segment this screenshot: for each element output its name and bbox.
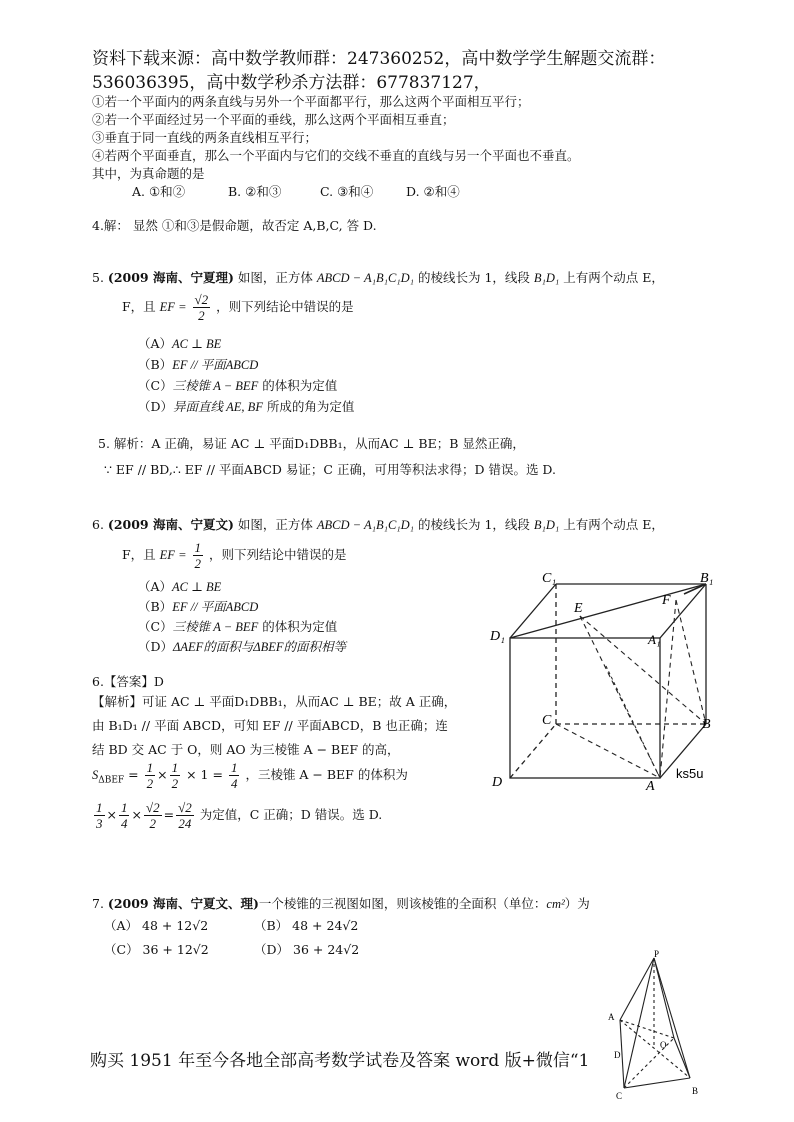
label-c-pyramid: C [616,1091,623,1101]
q5-option-b [138,355,258,373]
q5-solution-2: ∵ EF // BD,∴ EF // 平面ABCD 易证；C 正确，可用等积法求得；D 错误。选 D. [104,462,556,477]
q6-option-d-label: （D） [138,639,174,654]
q6-number: 6. [92,517,104,532]
q7-stem [92,894,590,912]
q6-v-result [176,800,194,831]
q5-option-b-math: EF // 平面ABCD [172,358,259,372]
q6-option-a-math: AC ⊥ BE [172,580,222,594]
q5-stem-text-3: 上有两个动点 E， [563,270,664,285]
q6-v-root [144,800,162,831]
q5-fraction [193,292,211,323]
q5-frac-den: 2 [198,308,205,323]
q6-v-result-den: 24 [178,816,192,831]
q6-v-root-den: 2 [149,816,157,831]
q5-option-d-math: 异面直线 AE, BF [173,400,263,414]
q6-volume-end: 为定值，C 正确；D 错误。选 D. [199,807,383,822]
q4-option-b: B. ②和③ [228,184,282,199]
q6-explanation-3: 结 BD 交 AC 于 O，则 AO 为三棱锥 A − BEF 的高， [92,742,400,757]
q6-condition [122,540,347,571]
q7-number: 7. [92,896,104,911]
q6-option-d-math: ΔAEF的面积与ΔBEF的面积相等 [173,640,347,654]
q6-explanation-1: 【解析】可证 AC ⊥ 平面D₁DBB₁，从而AC ⊥ BE；故 A 正确， [92,694,457,709]
q6-times-one: × 1 = [186,767,223,782]
q4-statement-3: ③垂直于同一直线的两条直线相互平行； [92,130,318,145]
q6-v-third-den: 3 [96,816,103,831]
q6-area-sub: ΔBEF [98,775,125,786]
q6-source: (2009 海南、宁夏文) [107,517,234,532]
q6-cond-suffix: ，则下列结论中错误的是 [208,547,347,562]
q6-volume-text: ，三棱锥 A − BEF 的体积为 [245,767,408,782]
q6-v-third [94,800,105,831]
q7-unit: cm² [546,897,565,911]
q5-cube: ABCD − A₁B₁C₁D₁ [316,271,415,285]
label-o: O [660,1040,667,1050]
footer-note: 购买 1951 年至今各地全部高考数学试卷及答案 word 版+微信“1 [90,1046,589,1071]
q6-segment: B₁D₁ [533,518,560,532]
q6-half-2-den: 2 [171,776,179,791]
q6-v-quarter [119,800,130,831]
q6-area-s: S [92,768,99,782]
q6-v-quarter-num: 1 [120,800,128,815]
label-c: C [542,713,552,728]
q6-answer: 6.【答案】D [92,674,164,689]
q5-option-c-text: 的体积为定值 [258,378,338,393]
q6-option-c [138,617,337,635]
label-e: E [574,601,583,616]
label-b-pyramid: B [692,1086,699,1096]
q5-stem-text-1: 如图，正方体 [237,270,313,285]
q4-statement-4: ④若两个平面垂直，那么一个平面内与它们的交线不垂直的直线与另一个平面也不垂直。 [92,148,580,163]
q6-option-d [138,637,346,655]
header-line-2: 536036395，高中数学秒杀方法群：677837127， [92,73,491,93]
pyramid-figure [598,948,708,1104]
q7-source: (2009 海南、宁夏文、理) [107,896,259,911]
q6-half-2 [170,760,181,791]
q6-stem [92,515,664,533]
q6-half-2-num: 1 [171,760,179,775]
q6-v-quarter-den: 4 [120,816,128,831]
label-b1: B₁ [700,571,714,586]
q4-option-d: D. ②和④ [406,184,460,199]
q5-cond-suffix: ，则下列结论中错误的是 [216,299,354,314]
q6-option-c-text: 的体积为定值 [258,619,338,634]
q5-option-a-math: AC ⊥ BE [172,337,222,351]
q5-source: (2009 海南、宁夏理) [107,270,234,285]
q4-statement-2: ②若一个平面经过另一个平面的垂线，那么这两个平面相互垂直； [92,112,455,127]
q6-option-b-math: EF // 平面ABCD [172,600,259,614]
q5-option-c [138,376,337,394]
label-d-pyramid: D [614,1050,621,1060]
label-f: F [662,593,671,608]
cube-figure [486,566,716,798]
q7-option-d: （D） 36 + 24√2 [254,942,360,957]
q6-quarter-den: 4 [230,776,238,791]
q6-v-third-num: 1 [96,800,103,815]
q4-prompt: 其中，为真命题的是 [92,166,205,181]
q7-option-c: （C） 36 + 12√2 [104,942,209,957]
watermark-ks5u: ks5u [676,766,704,781]
q6-option-a [138,577,221,595]
q7-text-end: ）为 [564,896,590,911]
q5-option-b-label: （B） [138,357,173,372]
label-d1: D₁ [490,629,505,644]
q5-cond-prefix: F，且 [122,299,156,314]
q4-solution: 4.解： 显然 ①和③是假命题，故否定 A,B,C, 答 D. [92,218,377,233]
q6-stem-text-3: 上有两个动点 E， [563,517,664,532]
q5-option-d-text: 所成的角为定值 [262,399,355,414]
label-a1: A₁ [648,632,661,647]
label-d: D [492,775,503,790]
q6-v-root-num: √2 [145,800,160,815]
q6-cube: ABCD − A₁B₁C₁D₁ [316,518,415,532]
q6-quarter [229,760,240,791]
q6-cond-prefix: F，且 [122,547,156,562]
q5-option-a-label: （A） [138,336,173,351]
q5-option-c-math: 三棱锥 A − BEF [172,379,259,393]
q5-number: 5. [92,270,104,285]
q6-stem-text-1: 如图，正方体 [237,517,313,532]
q6-fraction [193,540,204,571]
q6-ef: EF = [159,548,187,562]
q7-option-a: （A） 48 + 12√2 [104,918,209,933]
q5-option-c-label: （C） [138,378,173,393]
q5-stem-text-2: 的棱线长为 1，线段 [418,270,530,285]
label-a-pyramid: A [608,1012,615,1022]
q5-solution-1: 5. 解析：A 正确，易证 AC ⊥ 平面D₁DBB₁，从而AC ⊥ BE；B 显然正确， [98,436,525,451]
q5-option-d-label: （D） [138,399,174,414]
q5-frac-num: √2 [194,292,209,307]
label-p: P [654,949,660,959]
q6-v-result-num: √2 [178,800,192,815]
q4-option-c: C. ③和④ [320,184,374,199]
q6-option-a-label: （A） [138,579,173,594]
q6-explanation-2: 由 B₁D₁ // 平面 ABCD，可知 EF // 平面ABCD，B 也正确；连 [92,718,448,733]
q4-statement-1: ①若一个平面内的两条直线与另外一个平面都平行，那么这两个平面相互平行； [92,94,530,109]
label-a: A [646,779,655,794]
q4-option-a: A. ①和② [132,184,186,199]
q6-frac-num: 1 [194,540,201,555]
q6-option-c-math: 三棱锥 A − BEF [172,620,259,634]
q5-segment: B₁D₁ [533,271,560,285]
q7-option-b: （B） 48 + 24√2 [254,918,359,933]
q5-option-a [138,334,221,352]
q6-option-c-label: （C） [138,619,173,634]
q6-option-b-label: （B） [138,599,173,614]
q6-option-b [138,597,258,615]
q5-condition [122,292,354,323]
header-line-1: 资料下载来源：高中数学教师群：247360252，高中数学学生解题交流群： [92,49,666,69]
q6-stem-text-2: 的棱线长为 1，线段 [418,517,530,532]
q5-option-d [138,397,354,415]
label-c1: C₁ [542,571,557,586]
q5-ef: EF = [159,300,187,314]
q6-area-eq: = [128,767,139,782]
q6-half-1 [145,760,156,791]
q7-text: 一个棱锥的三视图如图，则该棱锥的全面积（单位： [258,896,547,911]
q6-half-1-num: 1 [146,760,154,775]
q6-half-1-den: 2 [146,776,154,791]
q6-area-formula: $S_{\Delta BEF}$ = $\frac{1}{2}$ × $\frac{1}{2}$ × 1 = $\frac{1}{4}$ ，三棱锥 A − BEF 的体积为 [92,760,408,791]
q6-volume-formula: $\frac{1}{3}$ × $\frac{1}{4}$ × $\frac{√2}{2}$ = $\frac{√2}{24}$ 为定值，C 正确；D 错误。选 D. [96,800,383,831]
label-b: B [702,717,711,732]
q6-quarter-num: 1 [230,760,238,775]
q5-stem [92,268,664,286]
q6-frac-den: 2 [194,556,201,571]
